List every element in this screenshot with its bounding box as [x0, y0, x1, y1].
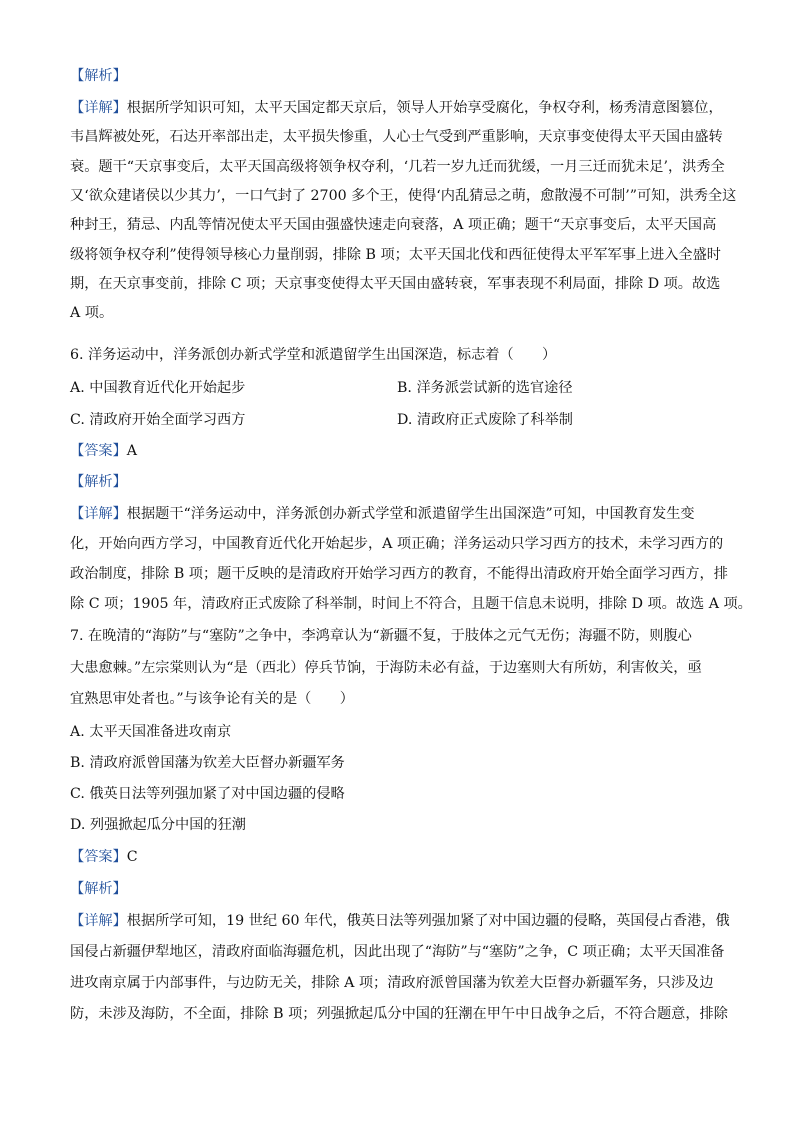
answer-value: C [126, 849, 138, 865]
answer-label: 【答案】 [70, 849, 127, 865]
analysis-label: 【解析】 [70, 68, 127, 84]
option-a: A. 太平天国准备进攻南京 [70, 724, 232, 740]
detail-paragraph-line: 期，在天京事变前，排除 C 项；天京事变使得太平天国由盛转衰，军事表现不利局面，排除 D 项。故选 [70, 276, 721, 292]
option-d: D. 列强掀起瓜分中国的狂潮 [70, 817, 246, 833]
detail-paragraph-line: 国侵占新疆伊犁地区，清政府面临海疆危机，因此出现了“海防”与“塞防”之争，C 项正确；太平天国准备 [70, 944, 725, 960]
detail-paragraph-line: 级将领争权夺利”使得领导核心力量削弱，排除 B 项；太平天国北伐和西征使得太平军军事上进入全盛时 [70, 247, 721, 263]
analysis-label: 【解析】 [70, 881, 127, 897]
option-b: B. 洋务派尝试新的选官途径 [397, 380, 573, 396]
option-d: D. 清政府正式废除了科举制 [397, 412, 573, 428]
answer-line [70, 441, 724, 461]
detail-paragraph-line: 政治制度，排除 B 项；题干反映的是清政府开始学习西方的教育，不能得出清政府开始全面学习西方，排 [70, 566, 728, 582]
detail-paragraph-line: 又‘欲众建诸侯以少其力’，一口气封了 2700 多个王，使得‘内乱猜忌之萌，愈散漫不可制’”可知，洪秀全这 [70, 188, 737, 204]
question-stem: 6. 洋务运动中，洋务派创办新式学堂和派遣留学生出国深造，标志着（ ） [70, 347, 557, 363]
option-c: C. 俄英日法等列强加紧了对中国边疆的侵略 [70, 786, 345, 802]
answer-value: A [126, 443, 138, 459]
detail-paragraph-line: 进攻南京属于内部事件，与边防无关，排除 A 项；清政府派曾国藩为钦差大臣督办新疆军务，只涉及边 [70, 975, 714, 991]
question-stem: 大患愈棘。”左宗棠则认为“是（西北）停兵节饷，于海防未必有益，于边塞则大有所妨，利害攸关，亟 [70, 660, 702, 676]
detail-paragraph-line: 【详解】根据所学知识可知，太平天国定都天京后，领导人开始享受腐化，争权夺利，杨秀清意图篡位， [70, 100, 723, 116]
detail-paragraph-line: 除 C 项；1905 年，清政府正式废除了科举制，时间上不符合，且题干信息未说明，排除 D 项。故选 A 项。 [70, 596, 752, 612]
detail-label: 【详解】 [70, 100, 127, 116]
detail-paragraph-line: A 项。 [70, 305, 114, 321]
answer-label: 【答案】 [70, 443, 127, 459]
answer-line [70, 847, 724, 867]
option-b: B. 清政府派曾国藩为钦差大臣督办新疆军务 [70, 755, 345, 771]
detail-paragraph-line: 韦昌辉被处死，石达开率部出走，太平损失惨重，人心士气受到严重影响，天京事变使得太平天国由盛转 [70, 129, 723, 145]
option-a: A. 中国教育近代化开始起步 [70, 380, 246, 396]
detail-label: 【详解】 [70, 913, 127, 929]
detail-paragraph-line: 衰。题干“天京事变后，太平天国高级将领争权夺利，‘几若一岁九迁而犹缓，一月三迁而犹未足’，洪秀全 [70, 159, 725, 175]
detail-paragraph-line: 防，未涉及海防，不全面，排除 B 项；列强掀起瓜分中国的狂潮在甲午中日战争之后，不符合题意，排除 [70, 1006, 728, 1022]
detail-paragraph-line: 【详解】根据题干“洋务运动中，洋务派创办新式学堂和派遣留学生出国深造”可知，中国教育发生变 [70, 506, 695, 522]
option-c: C. 清政府开始全面学习西方 [70, 412, 246, 428]
detail-paragraph-line: 【详解】根据所学可知，19 世纪 60 年代，俄英日法等列强加紧了对中国边疆的侵略，英国侵占香港，俄 [70, 913, 730, 929]
detail-paragraph-line: 种封王，猜忌、内乱等情况使太平天国由强盛快速走向衰落，A 项正确；题干“天京事变后，太平天国高 [70, 217, 717, 233]
detail-paragraph-line: 化，开始向西方学习，中国教育近代化开始起步，A 项正确；洋务运动只学习西方的技术，未学习西方的 [70, 536, 724, 552]
question-stem: 宜熟思审处者也。”与该争论有关的是（ ） [70, 691, 354, 707]
detail-label: 【详解】 [70, 506, 127, 522]
analysis-label: 【解析】 [70, 474, 127, 490]
question-stem: 7. 在晚清的“海防”与“塞防”之争中，李鸿章认为“新疆不复，于肢体之元气无伤；海疆不防，则腹心 [70, 628, 692, 644]
